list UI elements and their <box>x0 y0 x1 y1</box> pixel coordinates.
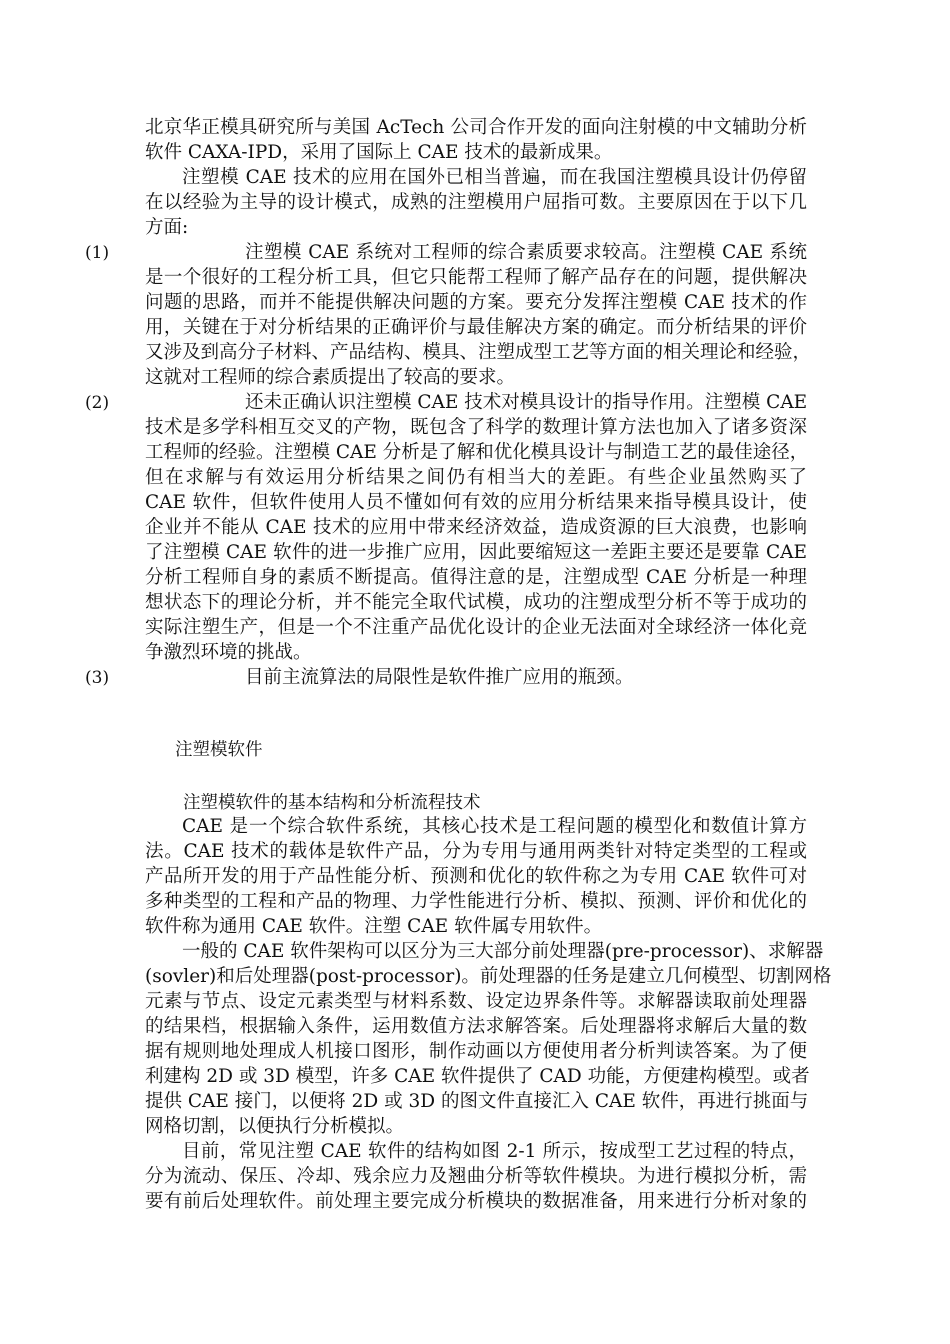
item2-line-9: 想状态下的理论分析，并不能完全取代试模，成功的注塑成型分析不等于成功的 <box>145 592 807 613</box>
para5-line-2: 分为流动、保压、冷却、残余应力及翘曲分析等软件模块。为进行模拟分析，需 <box>145 1166 807 1187</box>
para4-line-4: 的结果档，根据输入条件，运用数值方法求解答案。后处理器将求解后大量的数 <box>145 1016 807 1037</box>
item2-line-11: 争激烈环境的挑战。 <box>145 642 312 663</box>
para4-line-3: 元素与节点、设定元素类型与材料系数、设定边界条件等。求解器读取前处理器 <box>145 991 807 1012</box>
item2-line-2: 技术是多学科相互交叉的产物，既包含了科学的数理计算方法也加入了诸多资深 <box>145 417 807 438</box>
item2-line-1: 还未正确认识注塑模 CAE 技术对模具设计的指导作用。注塑模 CAE <box>245 392 808 413</box>
item1-line-2: 是一个很好的工程分析工具，但它只能帮工程师了解产品存在的问题，提供解决 <box>145 267 807 288</box>
list-number-1: (1) <box>85 243 110 263</box>
item2-line-5: CAE 软件，但软件使用人员不懂如何有效的应用分析结果来指导模具设计，使 <box>145 492 807 513</box>
section-heading: 注塑模软件 <box>175 740 263 760</box>
para2-line-3: 方面: <box>145 217 189 238</box>
para3-line-4: 多种类型的工程和产品的物理、力学性能进行分析、模拟、预测、评价和优化的 <box>145 891 807 912</box>
list-number-3: (3) <box>85 668 110 688</box>
item1-line-6: 这就对工程师的综合素质提出了较高的要求。 <box>145 367 516 388</box>
item2-line-4: 但在求解与有效运用分析结果之间仍有相当大的差距。有些企业虽然购买了 <box>145 467 807 488</box>
para4-line-1: 一般的 CAE 软件架构可以区分为三大部分前处理器(pre-processor)、求解器 <box>182 941 824 962</box>
para1-line-2: 软件 CAXA-IPD，采用了国际上 CAE 技术的最新成果。 <box>145 142 613 163</box>
para3-line-5: 软件称为通用 CAE 软件。注塑 CAE 软件属专用软件。 <box>145 916 603 937</box>
list-number-2: (2) <box>85 393 110 413</box>
para3-line-2: 法。CAE 技术的载体是软件产品，分为专用与通用两类针对特定类型的工程或 <box>145 841 807 862</box>
para4-line-6: 利建构 2D 或 3D 模型，许多 CAE 软件提供了 CAD 功能，方便建构模型。或者 <box>145 1066 810 1087</box>
para5-line-1: 目前，常见注塑 CAE 软件的结构如图 2-1 所示，按成型工艺过程的特点， <box>182 1141 807 1162</box>
para4-line-8: 网格切割，以便执行分析模拟。 <box>145 1116 405 1137</box>
item1-line-5: 又涉及到高分子材料、产品结构、模具、注塑成型工艺等方面的相关理论和经验， <box>145 342 812 363</box>
item2-line-3: 工程师的经验。注塑模 CAE 分析是了解和优化模具设计与制造工艺的最佳途径， <box>145 442 809 463</box>
para3-line-3: 产品所开发的用于产品性能分析、预测和优化的软件称之为专用 CAE 软件可对 <box>145 866 807 887</box>
para4-line-2: (sovler)和后处理器(post-processor)。前处理器的任务是建立几何模型、切割网格 <box>145 966 832 987</box>
item2-line-8: 分析工程师自身的素质不断提高。值得注意的是，注塑成型 CAE 分析是一种理 <box>145 567 807 588</box>
para2-line-2: 在以经验为主导的设计模式，成熟的注塑模用户屈指可数。主要原因在于以下几 <box>145 192 807 213</box>
para4-line-7: 提供 CAE 接门，以便将 2D 或 3D 的图文件直接汇入 CAE 软件，再进行挑面与 <box>145 1091 809 1112</box>
subsection-heading: 注塑模软件的基本结构和分析流程技术 <box>183 793 481 813</box>
item1-line-3: 问题的思路，而并不能提供解决问题的方案。要充分发挥注塑模 CAE 技术的作 <box>145 292 807 313</box>
item2-line-10: 实际注塑生产，但是一个不注重产品优化设计的企业无法面对全球经济一体化竞 <box>145 617 807 638</box>
para5-line-3: 要有前后处理软件。前处理主要完成分析模块的数据准备，用来进行分析对象的 <box>145 1191 807 1212</box>
para1-line-1: 北京华正模具研究所与美国 AcTech 公司合作开发的面向注射模的中文辅助分析 <box>145 117 807 138</box>
item1-line-4: 用，关键在于对分析结果的正确评价与最佳解决方案的确定。而分析结果的评价 <box>145 317 807 338</box>
para2-line-1: 注塑模 CAE 技术的应用在国外已相当普遍，而在我国注塑模具设计仍停留 <box>182 167 807 188</box>
para3-line-1: CAE 是一个综合软件系统，其核心技术是工程问题的模型化和数值计算方 <box>182 816 807 837</box>
para4-line-5: 据有规则地处理成人机接口图形，制作动画以方便使用者分析判读答案。为了便 <box>145 1041 807 1062</box>
item1-line-1: 注塑模 CAE 系统对工程师的综合素质要求较高。注塑模 CAE 系统 <box>245 242 807 263</box>
item2-line-6: 企业并不能从 CAE 技术的应用中带来经济效益，造成资源的巨大浪费，也影响 <box>145 517 807 538</box>
item2-line-7: 了注塑模 CAE 软件的进一步推广应用，因此要缩短这一差距主要还是要靠 CAE <box>145 542 807 563</box>
item3-line-1: 目前主流算法的局限性是软件推广应用的瓶颈。 <box>245 667 634 688</box>
